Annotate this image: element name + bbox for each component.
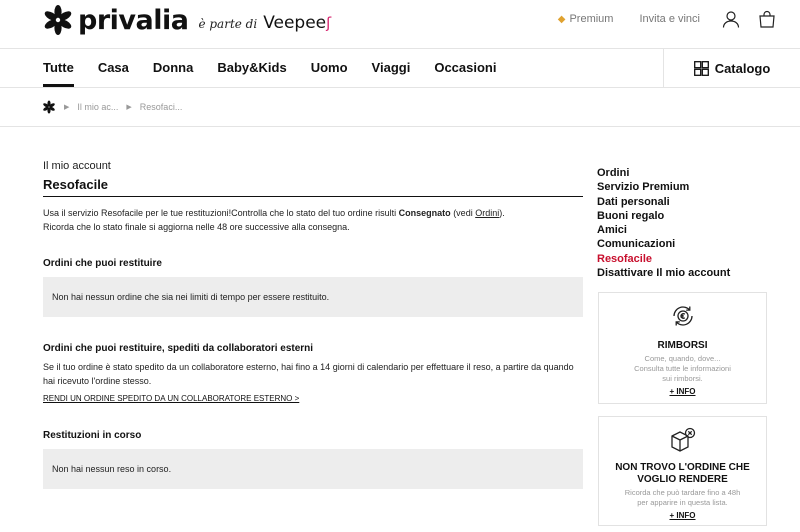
user-icon[interactable] bbox=[722, 10, 740, 28]
side-item-amici[interactable]: Amici bbox=[597, 224, 627, 237]
intro-part: Usa il servizio Resofacile per le tue restituzioni!Controlla che lo stato del tuo ordine risulti bbox=[43, 208, 399, 218]
nav-tab-uomo[interactable]: Uomo bbox=[310, 60, 348, 75]
breadcrumb bbox=[42, 100, 182, 114]
missing-info-link[interactable]: + INFO bbox=[669, 511, 696, 520]
returnable-empty-box bbox=[43, 277, 583, 317]
side-item-disattivare-account[interactable]: Disattivare Il mio account bbox=[597, 267, 731, 280]
group-name: Veepeeʃ bbox=[263, 12, 332, 33]
breadcrumb-item-account[interactable]: Il mio ac... bbox=[77, 102, 119, 112]
page-title: Resofacile bbox=[43, 177, 583, 197]
side-item-ordini[interactable]: Ordini bbox=[597, 167, 630, 179]
header-actions bbox=[558, 10, 776, 28]
main-content bbox=[43, 160, 583, 489]
refunds-line3: sui rimborsi. bbox=[662, 374, 703, 383]
missing-line2: per apparire in questa lista. bbox=[637, 498, 728, 507]
missing-line1: Ricorda che può tardare fino a 48h bbox=[624, 488, 741, 497]
intro-text bbox=[43, 206, 583, 234]
diamond-icon: ◆ bbox=[557, 13, 566, 25]
side-item-resofacile[interactable]: Resofacile bbox=[597, 252, 653, 265]
external-title: Ordini che puoi restituire, spediti da collaboratori esterni bbox=[43, 343, 314, 354]
refunds-line2: Consulta tutte le informazioni bbox=[634, 364, 731, 373]
brand-logo[interactable] bbox=[42, 4, 331, 36]
nav-tab-viaggi[interactable]: Viaggi bbox=[371, 60, 411, 75]
ongoing-empty-text: Non hai nessun reso in corso. bbox=[52, 464, 172, 474]
side-item-dati-personali[interactable]: Dati personali bbox=[597, 195, 670, 208]
side-item-comunicazioni[interactable]: Comunicazioni bbox=[597, 238, 676, 251]
premium-label: Premium bbox=[569, 13, 614, 25]
nav-tab-casa[interactable]: Casa bbox=[97, 60, 129, 75]
nav-tabs bbox=[43, 49, 520, 87]
site-header bbox=[0, 0, 800, 48]
refunds-title: RIMBORSI bbox=[657, 340, 708, 351]
refund-cycle-icon bbox=[670, 303, 696, 329]
brand-name: privalia bbox=[78, 4, 189, 36]
ongoing-empty-box bbox=[43, 449, 583, 489]
box-cancel-icon bbox=[669, 427, 697, 453]
refunds-info-link[interactable]: + INFO bbox=[669, 387, 696, 396]
breadcrumb-bar bbox=[0, 88, 800, 127]
catalog-button[interactable] bbox=[663, 49, 800, 87]
veepee-butterfly-icon: ʃ bbox=[326, 13, 332, 32]
intro-bold: Consegnato bbox=[398, 208, 451, 218]
nav-tab-donna[interactable]: Donna bbox=[152, 60, 194, 75]
intro-part: (vedi bbox=[450, 208, 476, 218]
account-side-menu bbox=[597, 166, 767, 280]
flower-logo-icon bbox=[42, 4, 74, 36]
orders-link[interactable]: Ordini bbox=[475, 208, 500, 218]
home-flower-icon[interactable] bbox=[42, 100, 56, 114]
side-item-servizio-premium[interactable]: Servizio Premium bbox=[597, 181, 690, 194]
missing-order-card bbox=[598, 416, 767, 526]
account-label: Il mio account bbox=[43, 160, 111, 172]
nav-tab-occasioni[interactable]: Occasioni bbox=[434, 60, 497, 75]
invite-link[interactable]: Invita e vinci bbox=[639, 13, 700, 25]
breadcrumb-item-resofacile: Resofaci... bbox=[139, 102, 183, 112]
nav-tab-tutte[interactable]: Tutte bbox=[43, 49, 74, 87]
chevron-right-icon: ▶ bbox=[126, 104, 132, 111]
intro-part: ). bbox=[499, 208, 505, 218]
chevron-right-icon: ▶ bbox=[64, 104, 70, 111]
brand-part-of: è parte di bbox=[198, 17, 258, 31]
side-item-buoni-regalo[interactable]: Buoni regalo bbox=[597, 209, 665, 222]
main-nav bbox=[0, 48, 800, 88]
intro-line2: Ricorda che lo stato finale si aggiorna nelle 48 ore successive alla consegna. bbox=[43, 222, 350, 232]
refunds-line1: Come, quando, dove... bbox=[644, 354, 721, 363]
external-text: Se il tuo ordine è stato spedito da un collaboratore esterno, hai fino a 14 giorni di calendario per effettuare il reso, a partire da quando hai ricevuto l'ordine stesso. bbox=[43, 362, 574, 386]
refunds-card bbox=[598, 292, 767, 404]
ongoing-title: Restituzioni in corso bbox=[43, 430, 142, 441]
external-return-link[interactable]: RENDI UN ORDINE SPEDITO DA UN COLLABORATORE ESTERNO > bbox=[43, 394, 300, 403]
returnable-title: Ordini che puoi restituire bbox=[43, 258, 162, 269]
returnable-empty-text: Non hai nessun ordine che sia nei limiti di tempo per essere restituito. bbox=[52, 292, 330, 302]
catalog-label: Catalogo bbox=[714, 60, 771, 76]
grid-icon bbox=[694, 61, 709, 76]
missing-title-1: NON TROVO L'ORDINE CHE bbox=[615, 462, 750, 473]
premium-link[interactable] bbox=[558, 13, 614, 25]
nav-tab-baby-kids[interactable]: Baby&Kids bbox=[217, 60, 287, 75]
missing-title-2: VOGLIO RENDERE bbox=[637, 474, 728, 485]
shopping-bag-icon[interactable] bbox=[758, 10, 776, 28]
